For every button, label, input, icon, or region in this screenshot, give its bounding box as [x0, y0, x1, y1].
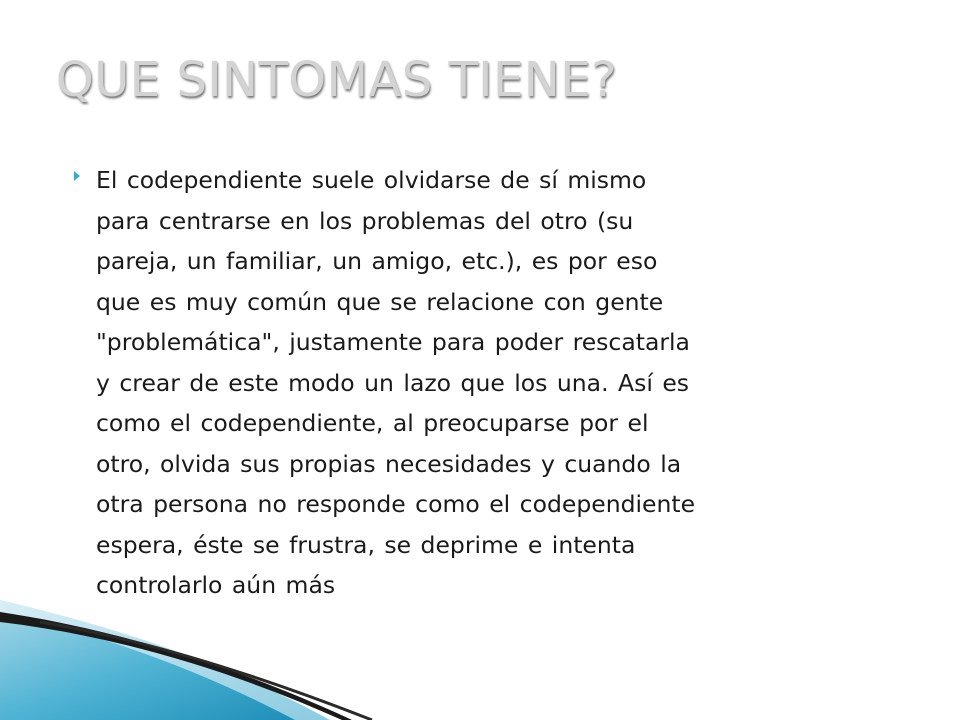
bullet-line: otra persona no responde como el codependiente: [96, 490, 696, 518]
bullet-line: pareja, un familiar, un amigo, etc.), es por eso: [96, 247, 658, 275]
bullet-line: El codependiente suele olvidarse de sí mismo: [96, 166, 647, 194]
bullet-line: y crear de este modo un lazo que los una. Así es: [96, 368, 690, 397]
bullet-line: otro, olvida sus propias necesidades y cuando la: [96, 449, 682, 478]
bullet-line: para centrarse en los problemas del otro (su: [96, 206, 634, 235]
bullet-item: [74, 160, 914, 606]
bullet-line: como el codependiente, al preocuparse por el: [96, 409, 649, 437]
slide-title: QUE SINTOMAS TIENE?: [56, 52, 618, 108]
bullet-line: controlarlo aún más: [96, 571, 336, 599]
triangle-bullet-icon: [74, 171, 80, 181]
bullet-line: espera, éste se frustra, se deprime e intenta: [96, 530, 636, 559]
bullet-line: que es muy común que se relacione con gente: [96, 287, 664, 316]
bullet-text: [96, 160, 914, 606]
content-area: [74, 160, 914, 606]
bullet-line: "problemática", justamente para poder rescatarla: [96, 328, 690, 356]
